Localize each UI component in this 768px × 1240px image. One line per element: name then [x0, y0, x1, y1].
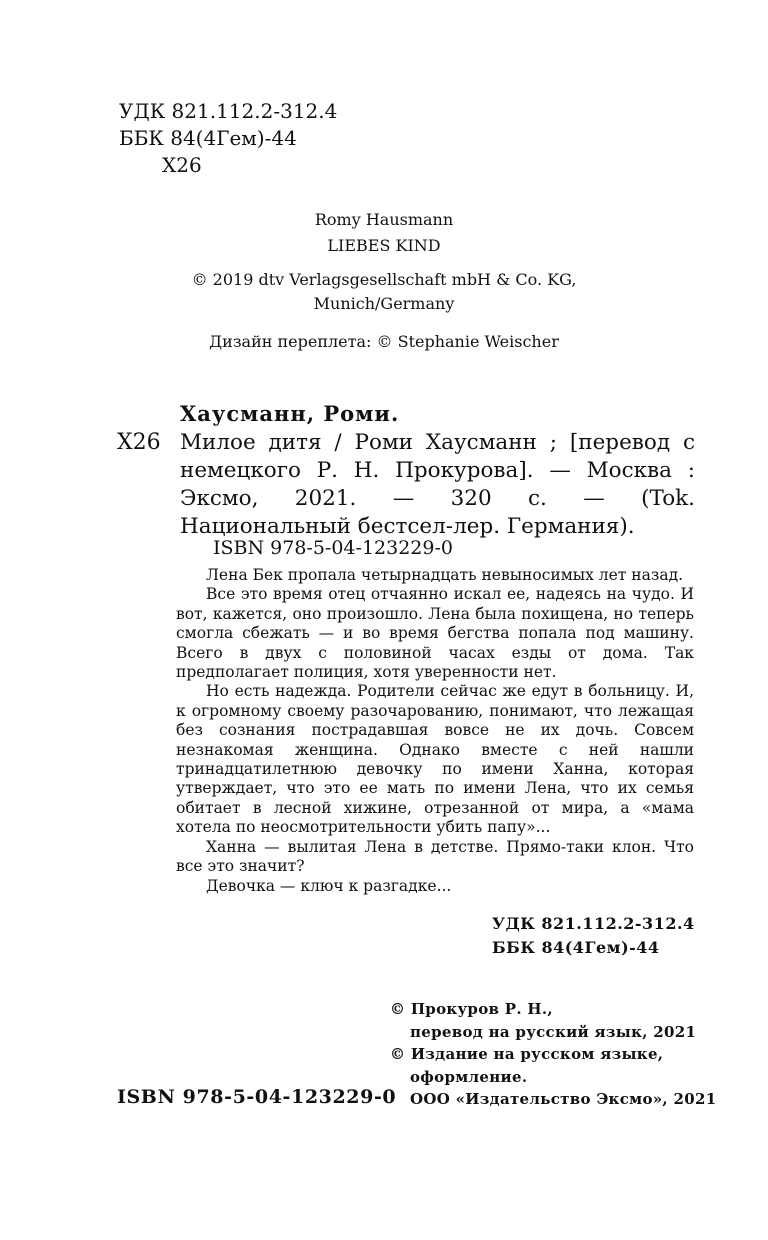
udk-code: УДК 821.112.2-312.4	[119, 99, 338, 123]
bbk-code-bold: ББК 84(4Гем)-44	[492, 938, 660, 957]
copyright-block	[390, 998, 716, 1111]
udk-code-bold: УДК 821.112.2-312.4	[492, 914, 695, 933]
edition-copyright-line1: © Издание на русском языке,	[390, 1045, 664, 1063]
author-sign-code: Х26	[162, 153, 202, 177]
annotation-paragraph: Ханна — вылитая Лена в детстве. Прямо-таки клон. Что все это значит?	[176, 837, 694, 876]
bibliographic-heading: Хаусманн, Роми.	[180, 401, 400, 426]
annotation-paragraph: Все это время отец отчаянно искал ее, надеясь на чудо. И вот, кажется, оно произошло. Лена была похищена, но теперь смогла сбежать — и во время бегства попала под машину. Всего в двух с половиной часах езды от дома. Так предполагает полиция, хотя уверенности нет.	[176, 585, 694, 682]
annotation-paragraph: Девочка — ключ к разгадке...	[206, 876, 452, 895]
original-title: LIEBES KIND	[327, 236, 441, 255]
annotation-paragraph: Но есть надежда. Родители сейчас же едут в больницу. И, к огромному своему разочарованию, понимают, что лежащая без сознания пострадавшая вовсе не их дочь. Совсем незнакомая женщина. Однако вместе с ней нашли тринадцатилетнюю девочку по имени Ханна, которая утверждает, что это ее мать по имени Лена, что их семья обитает в лесной хижине, отрезанной от мира, а «мама хотела по неосмотрительности убить папу»...	[176, 682, 694, 837]
translation-copyright-line1: © Прокуров Р. Н.,	[390, 1000, 553, 1018]
isbn-small: ISBN 978-5-04-123229-0	[213, 537, 453, 559]
translation-copyright-line2: перевод на русский язык, 2021	[410, 1022, 697, 1041]
classification-block	[119, 98, 337, 179]
cover-design-credit: Дизайн переплета: © Stephanie Weischer	[209, 332, 559, 351]
original-copyright-line2: Munich/Germany	[313, 294, 455, 313]
publisher-copyright-line: ООО «Издательство Эксмо», 2021	[410, 1090, 717, 1108]
isbn-large: ISBN 978-5-04-123229-0	[117, 1086, 397, 1108]
bibliographic-code: Х26	[117, 430, 161, 455]
annotation-paragraph: Лена Бек пропала четырнадцать невыносимых лет назад.	[206, 566, 684, 584]
original-copyright-line1: © 2019 dtv Verlagsgesellschaft mbH & Co. KG,	[191, 270, 577, 289]
original-author: Romy Hausmann	[314, 210, 454, 229]
bbk-code: ББК 84(4Гем)-44	[119, 126, 297, 150]
bibliographic-description: Милое дитя / Роми Хаусманн ; [перевод с немецкого Р. Н. Прокурова]. — Москва : Эксмо, 2021. — 320 с. — (Tok. Национальный бестсел-лер. Германия).	[180, 430, 695, 539]
original-edition-block	[0, 207, 768, 355]
annotation	[176, 566, 694, 896]
edition-copyright-line2: оформление.	[410, 1067, 528, 1086]
bottom-classification-block	[492, 912, 695, 960]
